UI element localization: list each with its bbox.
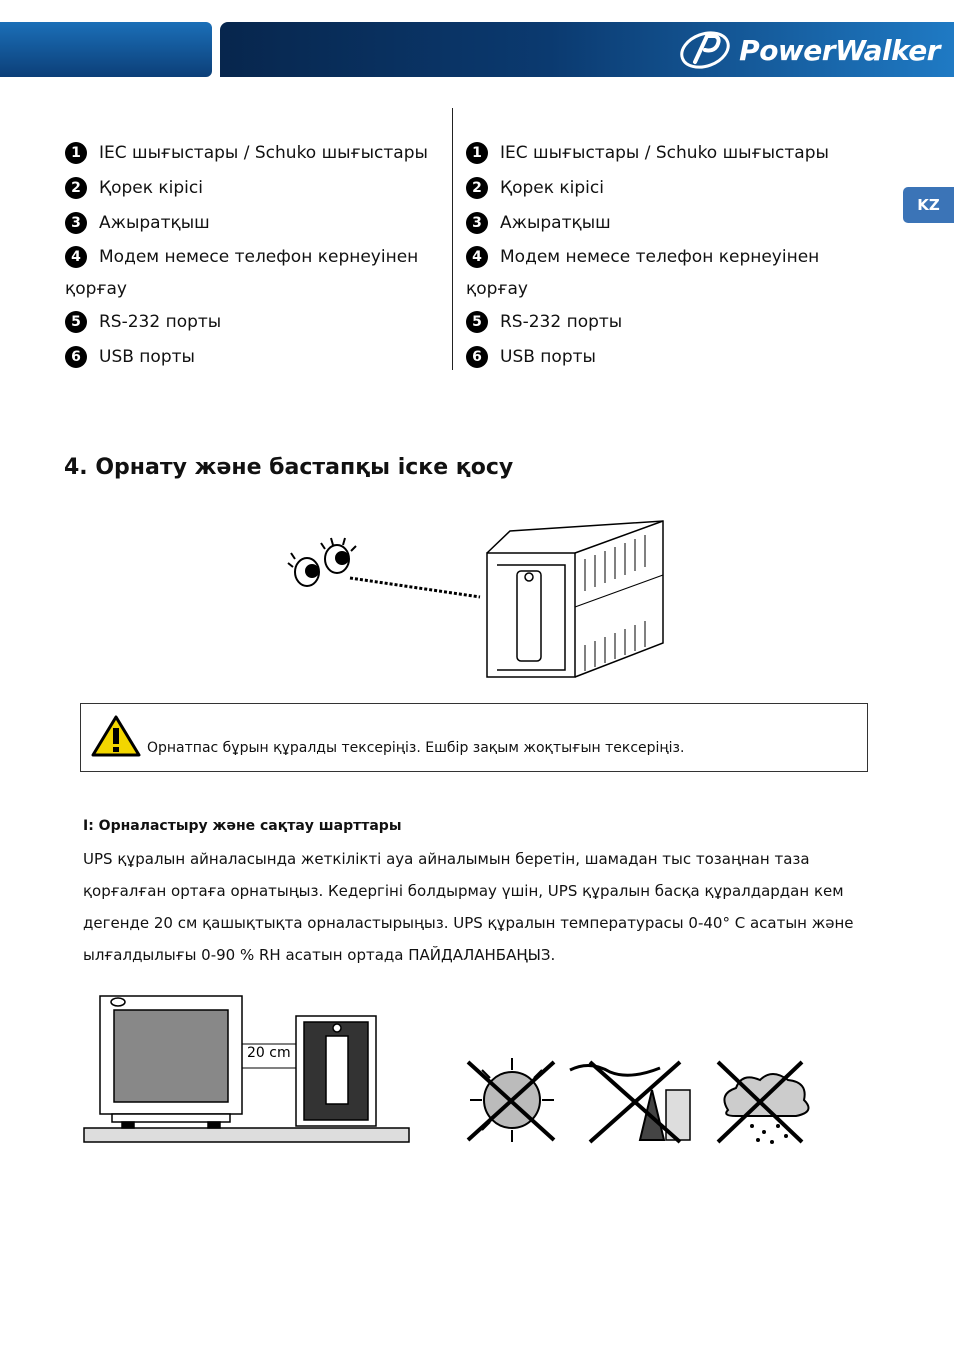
warning-triangle-icon [91, 714, 141, 758]
environment-hazards-illustration [460, 1050, 840, 1150]
sight-line [350, 578, 480, 597]
list-item [466, 241, 846, 305]
language-tab-kz[interactable]: KZ [903, 187, 954, 223]
ports-list-right [466, 140, 846, 379]
desk-surface [84, 1128, 409, 1142]
number-badge: 5 [466, 311, 488, 333]
port-label: RS-232 порты [99, 312, 222, 332]
list-item [65, 309, 445, 335]
ups-unit-icon [296, 1016, 376, 1126]
number-badge: 4 [466, 246, 488, 268]
monitor-icon [100, 996, 242, 1128]
number-badge: 2 [65, 177, 87, 199]
list-item [65, 140, 445, 166]
number-badge: 6 [466, 346, 488, 368]
no-rain-icon [718, 1062, 809, 1144]
number-badge: 1 [65, 142, 87, 164]
header-bar-right [220, 22, 954, 77]
port-label: Қорек кірісі [500, 178, 604, 198]
number-badge: 1 [466, 142, 488, 164]
no-heat-source-icon [570, 1062, 690, 1142]
port-label: USB порты [500, 347, 596, 367]
warning-text: Орнатпас бұрын құралды тексеріңіз. Ешбір зақым жоқтығын тексеріңіз. [147, 740, 685, 756]
port-label: IEC шығыстары / Schuko шығыстары [99, 143, 428, 163]
monitor-distance-illustration [82, 992, 412, 1147]
number-badge: 5 [65, 311, 87, 333]
number-badge: 2 [466, 177, 488, 199]
port-label: Модем немесе телефон кернеуінен қорғау [466, 247, 820, 299]
eyes-icon [288, 538, 356, 586]
port-label: Ажыратқыш [99, 213, 210, 233]
port-label: Қорек кірісі [99, 178, 203, 198]
list-item [65, 210, 445, 236]
list-item [466, 175, 846, 201]
port-label: USB порты [99, 347, 195, 367]
warning-box [80, 703, 868, 772]
powerwalker-logo-icon [677, 30, 733, 70]
placement-paragraph: UPS құралын айналасында жеткілікті ауа айналымын беретін, шамадан тыс тозаңнан таза қорғалған ортаға орнатыңыз. Кедергіні болдырмау үшін, UPS құралын басқа құралдардан кем дегенде 20 см қашықтықта орналастырыңыз. UPS құралын температурасы 0-40° С асатын және ылғалдылығы 0-90 % RH асатын ортада ПАЙДАЛАНБАҢЫЗ. [83, 850, 854, 964]
column-divider [452, 108, 453, 370]
distance-label: 20 cm [247, 1045, 291, 1061]
port-label: Ажыратқыш [500, 213, 611, 233]
header-bar-left [0, 22, 212, 77]
port-label: IEC шығыстары / Schuko шығыстары [500, 143, 829, 163]
logo-text: PowerWalker [739, 33, 940, 67]
ups-inspection-illustration [285, 515, 670, 685]
list-item [65, 175, 445, 201]
number-badge: 6 [65, 346, 87, 368]
number-badge: 4 [65, 246, 87, 268]
ups-unit-icon [487, 521, 663, 677]
port-label: Модем немесе телефон кернеуінен қорғау [65, 247, 419, 299]
list-item [65, 241, 445, 305]
number-badge: 3 [65, 212, 87, 234]
section-title: 4. Орнату және бастапқы іске қосу [64, 455, 514, 480]
list-item [466, 140, 846, 166]
list-item [65, 344, 445, 370]
port-label: RS-232 порты [500, 312, 623, 332]
ports-list-left [65, 140, 445, 379]
list-item [466, 309, 846, 335]
subsection-title: I: Орналастыру және сақтау шарттары [83, 818, 402, 834]
number-badge: 3 [466, 212, 488, 234]
list-item [466, 344, 846, 370]
list-item [466, 210, 846, 236]
no-sun-icon [468, 1058, 554, 1142]
brand-logo [677, 30, 940, 70]
